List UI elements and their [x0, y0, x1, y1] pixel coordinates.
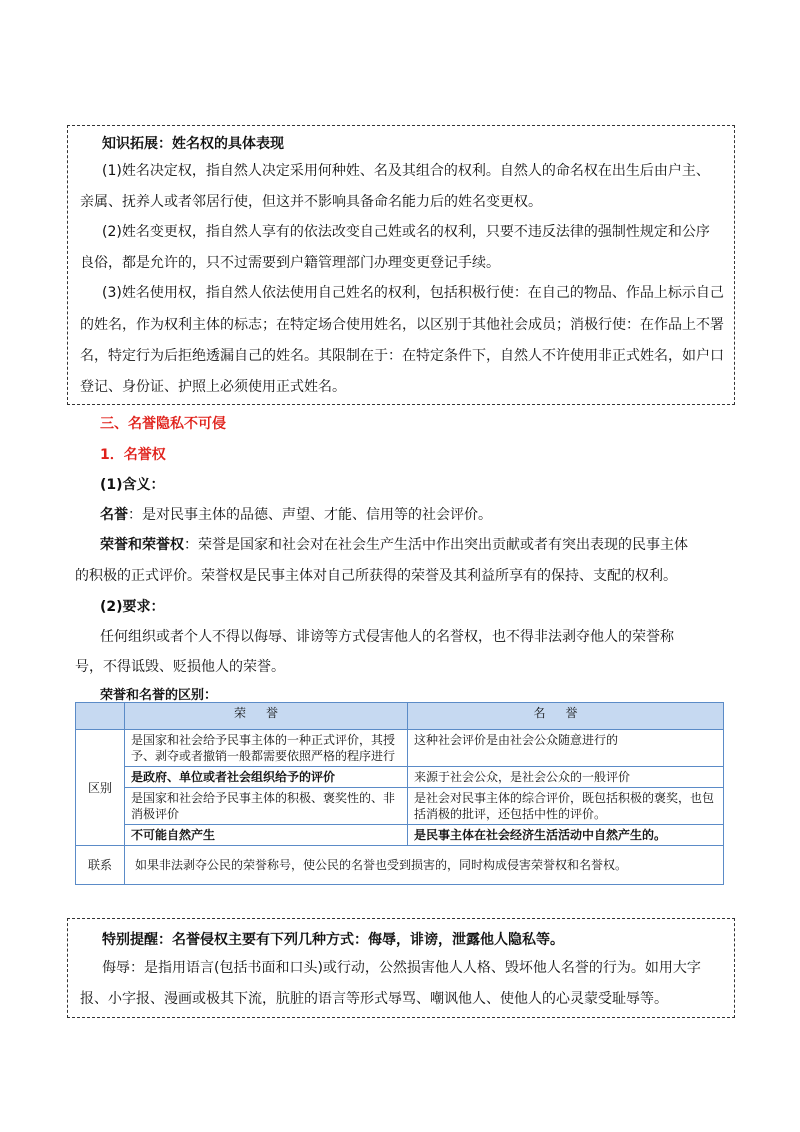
special-reminder-box	[67, 918, 735, 1018]
requirement-line-2: 号，不得诋毁、贬损他人的荣誉。	[75, 659, 285, 675]
paragraph-line: 名，特定行为后拒绝透漏自己的姓名。其限制在于：在特定条件下，自然人不许使用非正式姓名，如户口	[80, 348, 724, 364]
paragraph-line: 亲属、抚养人或者邻居行使，但这并不影响具备命名能力后的姓名变更权。	[80, 194, 542, 210]
paragraph-line: 报、小字报、漫画或极其下流，肮脏的语言等形式辱骂、嘲讽他人、使他人的心灵蒙受耻辱等。	[80, 991, 668, 1007]
paragraph-line: 登记、身份证、护照上必须使用正式姓名。	[80, 379, 346, 395]
paragraph-line: 侮辱：是指用语言(包括书面和口头)或行动，公然损害他人人格、毁坏他人名誉的行为。如用大字	[102, 960, 701, 976]
paragraph-line: 的姓名，作为权利主体的标志；在特定场合使用姓名，以区别于其他社会成员；消极行使：在作品上不署	[80, 317, 724, 333]
table-cell: 不可能自然产生	[125, 825, 408, 846]
subsection-heading: 1．名誉权	[100, 447, 166, 463]
paragraph-line: (2)姓名变更权，指自然人享有的依法改变自己姓或名的权利，只要不违反法律的强制性规定和公序	[102, 224, 710, 240]
table-cell: 是政府、单位或者社会组织给予的评价	[125, 767, 408, 788]
header-rongyu: 荣誉	[125, 703, 408, 730]
box-title: 特别提醒：名誉侵权主要有下列几种方式：侮辱，诽谤，泄露他人隐私等。	[102, 932, 564, 948]
mingyu-definition	[100, 504, 492, 524]
table-cell: 是国家和社会给予民事主体的积极、褒奖性的、非消极评价	[125, 788, 408, 825]
comparison-table	[75, 702, 724, 885]
knowledge-expansion-box	[67, 125, 735, 405]
header-mingyu: 名誉	[408, 703, 724, 730]
paragraph-line: (3)姓名使用权，指自然人依法使用自己姓名的权利，包括积极行使：在自己的物品、作品上标示自己	[102, 285, 724, 301]
mingyu-def: ：是对民事主体的品德、声望、才能、信用等的社会评价。	[128, 507, 492, 523]
mingyu-term: 名誉	[100, 507, 128, 523]
table-row	[76, 788, 724, 825]
box-title: 知识拓展：姓名权的具体表现	[102, 136, 284, 152]
link-label: 联系	[76, 846, 125, 885]
requirement-line-1: 任何组织或者个人不得以侮辱、诽谤等方式侵害他人的名誉权，也不得非法剥夺他人的荣誉称	[100, 629, 674, 645]
header-corner	[76, 703, 125, 730]
meaning-label: (1)含义：	[100, 477, 165, 493]
section-heading: 三、名誉隐私不可侵	[100, 416, 226, 432]
table-row	[76, 730, 724, 767]
paragraph-line: (1)姓名决定权，指自然人决定采用何种姓、名及其组合的权利。自然人的命名权在出生后由户主、	[102, 163, 710, 179]
requirement-label: (2)要求：	[100, 599, 165, 615]
link-text: 如果非法剥夺公民的荣誉称号，使公民的名誉也受到损害的，同时构成侵害荣誉权和名誉权。	[125, 846, 724, 885]
paragraph-line: 良俗，都是允许的，只不过需要到户籍管理部门办理变更登记手续。	[80, 255, 500, 271]
table-row	[76, 825, 724, 846]
rongyu-term: 荣誉和荣誉权	[100, 537, 184, 553]
table-cell: 来源于社会公众，是社会公众的一般评价	[408, 767, 724, 788]
rongyu-def-2: 的积极的正式评价。荣誉权是民事主体对自己所获得的荣誉及其利益所享有的保持、支配的权利。	[75, 568, 677, 584]
table-header-row	[76, 703, 724, 730]
rongyu-def-1: ：荣誉是国家和社会对在社会生产生活中作出突出贡献或者有突出表现的民事主体	[184, 537, 688, 553]
table-row	[76, 846, 724, 885]
diff-label: 区别	[76, 730, 125, 846]
rongyu-definition	[100, 534, 688, 554]
table-cell: 是国家和社会给予民事主体的一种正式评价，其授予、剥夺或者撤销一般都需要依照严格的程序进行	[125, 730, 408, 767]
table-caption: 荣誉和名誉的区别：	[100, 688, 218, 703]
table-row	[76, 767, 724, 788]
table-cell: 这种社会评价是由社会公众随意进行的	[408, 730, 724, 767]
table-cell: 是社会对民事主体的综合评价，既包括积极的褒奖，也包括消极的批评，还包括中性的评价。	[408, 788, 724, 825]
table-cell: 是民事主体在社会经济生活活动中自然产生的。	[408, 825, 724, 846]
